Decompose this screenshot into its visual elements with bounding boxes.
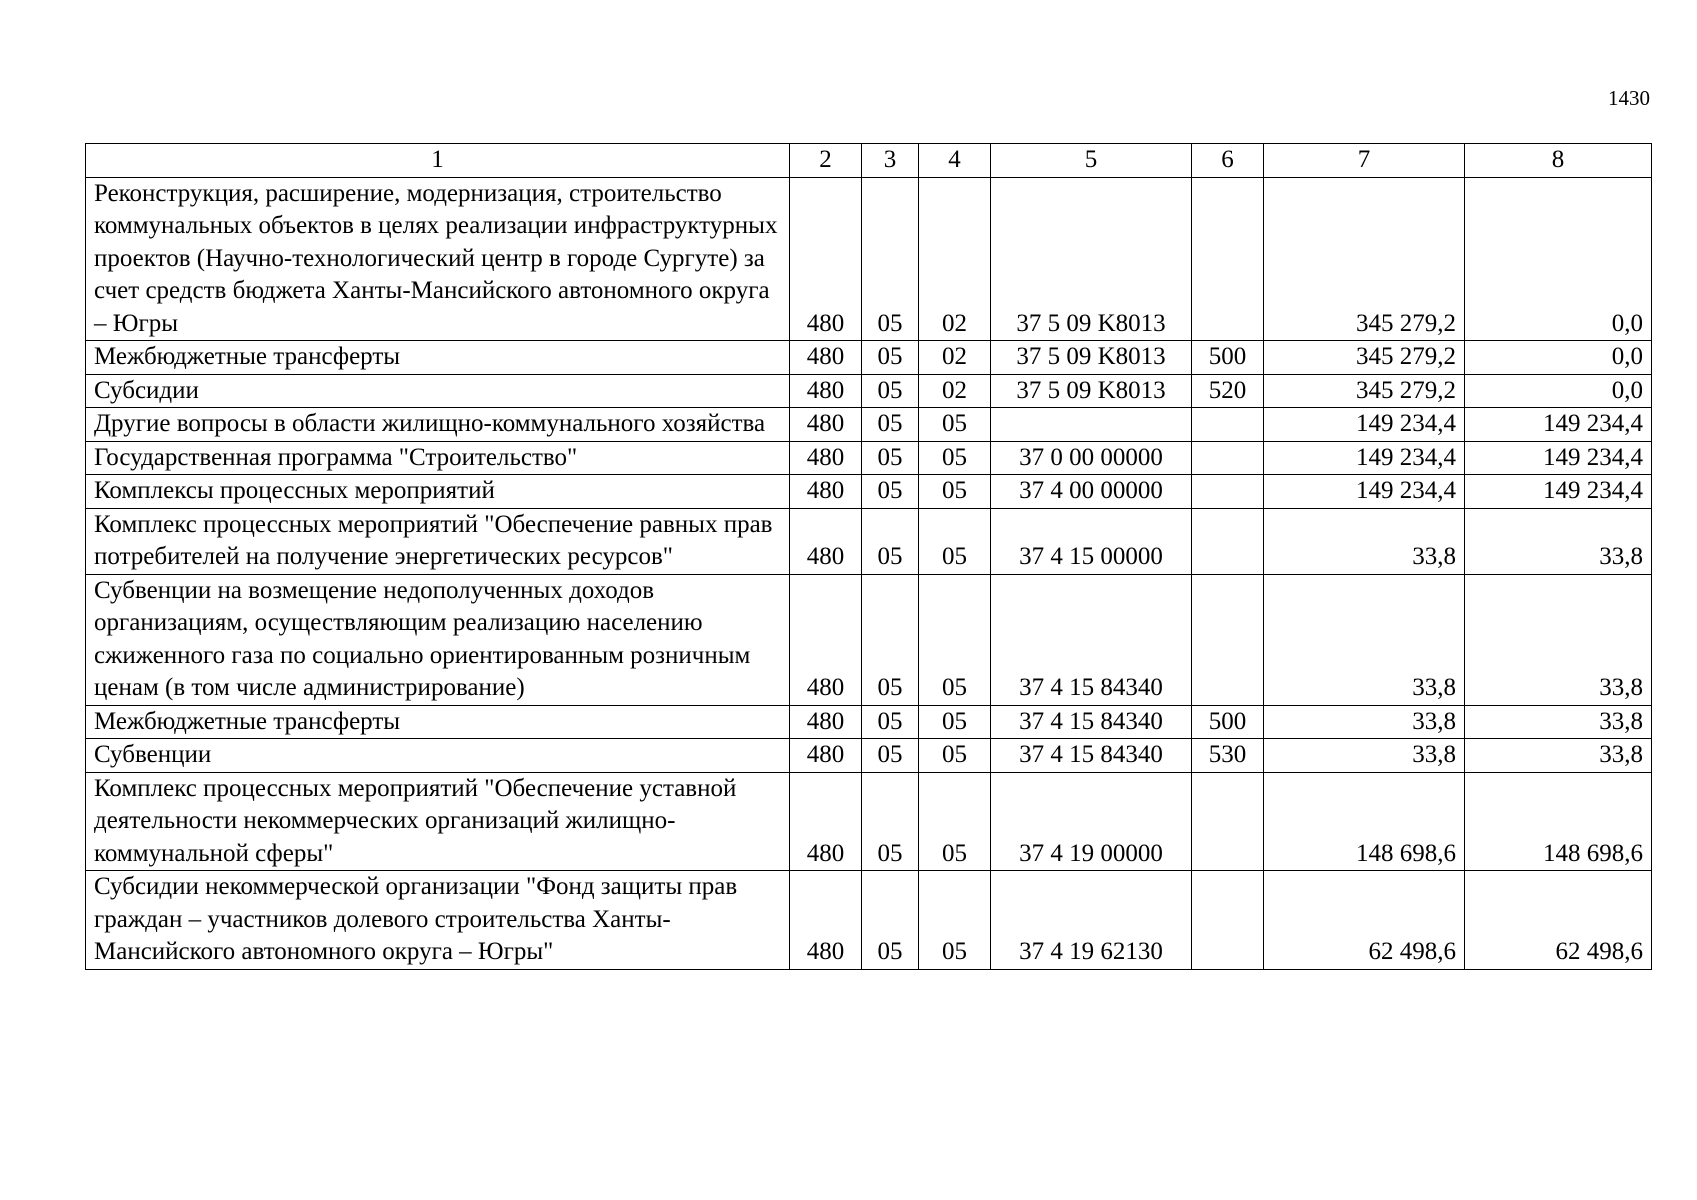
subsection-code: 05 [919,705,991,739]
table-row [86,475,1652,509]
subsection-code: 05 [919,574,991,705]
amount-col7: 149 234,4 [1264,441,1465,475]
admin-code: 480 [790,475,862,509]
target-article-code: 37 5 09 K8013 [991,341,1192,375]
target-article-code: 37 4 19 00000 [991,772,1192,871]
table-row [86,408,1652,442]
column-header: 1 [86,144,790,178]
row-name: Субвенции [86,739,790,773]
admin-code: 480 [790,705,862,739]
column-header: 2 [790,144,862,178]
expense-type-code [1192,508,1264,574]
column-header: 8 [1465,144,1652,178]
amount-col7: 345 279,2 [1264,374,1465,408]
target-article-code: 37 4 15 84340 [991,705,1192,739]
expense-type-code [1192,441,1264,475]
column-header: 5 [991,144,1192,178]
target-article-code: 37 4 15 84340 [991,574,1192,705]
table-row [86,374,1652,408]
subsection-code: 05 [919,408,991,442]
section-code: 05 [862,408,919,442]
expense-type-code [1192,772,1264,871]
table-row [86,772,1652,871]
expense-type-code [1192,177,1264,341]
subsection-code: 05 [919,475,991,509]
admin-code: 480 [790,574,862,705]
amount-col7: 345 279,2 [1264,177,1465,341]
subsection-code: 02 [919,374,991,408]
subsection-code: 05 [919,441,991,475]
amount-col8: 148 698,6 [1465,772,1652,871]
target-article-code: 37 4 19 62130 [991,871,1192,970]
admin-code: 480 [790,508,862,574]
subsection-code: 02 [919,341,991,375]
section-code: 05 [862,739,919,773]
subsection-code: 05 [919,508,991,574]
section-code: 05 [862,705,919,739]
admin-code: 480 [790,374,862,408]
expense-type-code [1192,408,1264,442]
section-code: 05 [862,508,919,574]
row-name: Другие вопросы в области жилищно-коммунального хозяйства [86,408,790,442]
section-code: 05 [862,374,919,408]
amount-col7: 33,8 [1264,508,1465,574]
admin-code: 480 [790,739,862,773]
amount-col7: 149 234,4 [1264,408,1465,442]
amount-col7: 33,8 [1264,705,1465,739]
subsection-code: 05 [919,739,991,773]
row-name: Межбюджетные трансферты [86,705,790,739]
column-header: 4 [919,144,991,178]
table-row [86,341,1652,375]
subsection-code: 02 [919,177,991,341]
expense-type-code [1192,871,1264,970]
target-article-code [991,408,1192,442]
row-name: Комплекс процессных мероприятий "Обеспечение равных прав потребителей на получение энергетических ресурсов" [86,508,790,574]
table-row [86,441,1652,475]
subsection-code: 05 [919,772,991,871]
table-row [86,705,1652,739]
row-name: Субсидии некоммерческой организации "Фонд защиты прав граждан – участников долевого строительства Ханты-Мансийского автономного округа – Югры" [86,871,790,970]
target-article-code: 37 4 00 00000 [991,475,1192,509]
amount-col7: 62 498,6 [1264,871,1465,970]
expense-type-code: 520 [1192,374,1264,408]
target-article-code: 37 4 15 84340 [991,739,1192,773]
amount-col8: 33,8 [1465,739,1652,773]
section-code: 05 [862,772,919,871]
section-code: 05 [862,871,919,970]
table-row [86,574,1652,705]
expense-type-code: 530 [1192,739,1264,773]
row-name: Субвенции на возмещение недополученных доходов организациям, осуществляющим реализацию населению сжиженного газа по социально ориентированным розничным ценам (в том числе администрирование) [86,574,790,705]
row-name: Субсидии [86,374,790,408]
target-article-code: 37 5 09 K8013 [991,177,1192,341]
column-header: 6 [1192,144,1264,178]
amount-col7: 148 698,6 [1264,772,1465,871]
section-code: 05 [862,441,919,475]
row-name: Комплекс процессных мероприятий "Обеспечение уставной деятельности некоммерческих организаций жилищно-коммунальной сферы" [86,772,790,871]
table-row [86,739,1652,773]
section-code: 05 [862,574,919,705]
expense-type-code [1192,574,1264,705]
amount-col8: 33,8 [1465,508,1652,574]
amount-col8: 62 498,6 [1465,871,1652,970]
row-name: Межбюджетные трансферты [86,341,790,375]
row-name: Государственная программа "Строительство" [86,441,790,475]
amount-col8: 33,8 [1465,705,1652,739]
admin-code: 480 [790,871,862,970]
admin-code: 480 [790,772,862,871]
column-header: 3 [862,144,919,178]
expense-type-code: 500 [1192,341,1264,375]
table-row [86,508,1652,574]
amount-col7: 149 234,4 [1264,475,1465,509]
section-code: 05 [862,341,919,375]
row-name: Комплексы процессных мероприятий [86,475,790,509]
admin-code: 480 [790,441,862,475]
amount-col8: 0,0 [1465,177,1652,341]
subsection-code: 05 [919,871,991,970]
target-article-code: 37 0 00 00000 [991,441,1192,475]
admin-code: 480 [790,341,862,375]
admin-code: 480 [790,408,862,442]
budget-table [85,143,1652,970]
amount-col8: 0,0 [1465,374,1652,408]
amount-col8: 149 234,4 [1465,441,1652,475]
section-code: 05 [862,177,919,341]
amount-col8: 149 234,4 [1465,408,1652,442]
column-header: 7 [1264,144,1465,178]
table-header-row [86,144,1652,178]
amount-col8: 149 234,4 [1465,475,1652,509]
admin-code: 480 [790,177,862,341]
amount-col8: 33,8 [1465,574,1652,705]
page-number: 1430 [1608,86,1650,110]
table-row [86,177,1652,341]
expense-type-code [1192,475,1264,509]
amount-col7: 33,8 [1264,574,1465,705]
expense-type-code: 500 [1192,705,1264,739]
target-article-code: 37 5 09 K8013 [991,374,1192,408]
row-name: Реконструкция, расширение, модернизация, строительство коммунальных объектов в целях реализации инфраструктурных проектов (Научно-технологический центр в городе Сургуте) за счет средств бюджета Ханты-Мансийского автономного округа – Югры [86,177,790,341]
section-code: 05 [862,475,919,509]
amount-col8: 0,0 [1465,341,1652,375]
amount-col7: 33,8 [1264,739,1465,773]
amount-col7: 345 279,2 [1264,341,1465,375]
target-article-code: 37 4 15 00000 [991,508,1192,574]
table-row [86,871,1652,970]
